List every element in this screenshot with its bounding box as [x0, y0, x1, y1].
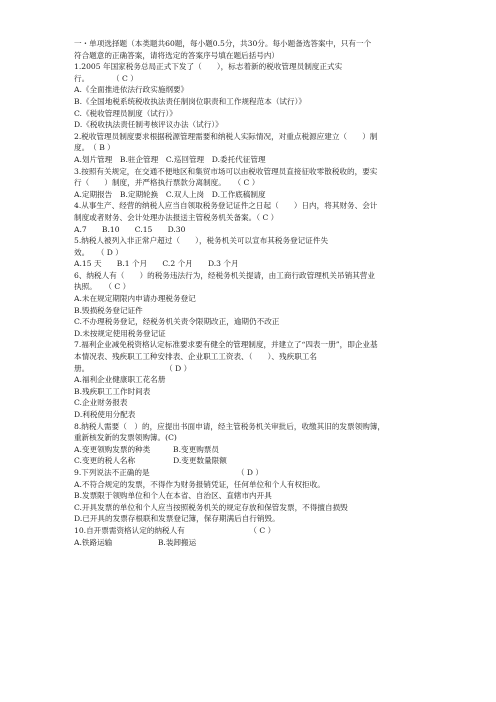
- option: C.不办理税务登记，经税务机关责令限期改正，逾期仍不改正: [74, 317, 280, 327]
- question-9: 9.下列说法不正确的是 （ D ）: [74, 467, 264, 477]
- question-5: 效。 （ D ）: [74, 247, 123, 257]
- question-6: 6、纳税人有（ ）的税务违法行为，经税务机关提请，由工商行政管理机关吊销其营业: [74, 270, 375, 280]
- question-2: 度。 （ B ）: [74, 143, 115, 153]
- question-8: 重新核发新的发票领购簿。(C): [74, 433, 177, 443]
- question-8: 8.纳税人需要（ ）的，应提出书面申请，经主管税务机关审批后，收缴其旧的发票领购簿，: [74, 421, 385, 431]
- option: D.未按规定使用税务登记证: [74, 328, 166, 338]
- option: A.定期报告 B.定期轮换 C.双人上岗 D.工作底稿制度: [74, 189, 266, 199]
- question-7: 册。 （ D ）: [74, 363, 192, 373]
- option: B.《全国地税系统税收执法责任制岗位职责和工作规程范本（试行）》: [74, 96, 307, 106]
- option: D.《税收执法责任制考核评议办法（试行）》: [74, 120, 223, 130]
- option: B.毁损税务登记证件: [74, 305, 143, 315]
- question-4: 4.从事生产、经营的纳税人应当自领取税务登记证件之日起（ ）日内，将其财务、会计: [74, 201, 378, 211]
- question-2: 2.税收管理员制度要求根据税源管理需要和纳税人实际情况，对重点税源应建立（ ）制: [74, 131, 378, 141]
- option: C.开具发票的单位和个人应当按照税务机关的规定存放和保管发票，不得擅自损毁: [74, 502, 348, 512]
- option: A.福利企业健康职工花名册: [74, 375, 166, 385]
- option: C.变更的税人名称 D.变更数量限额: [74, 456, 227, 466]
- question-5: 5.纳税人被列入非正常户超过（ ），税务机关可以宣布其税务登记证件失: [74, 236, 329, 246]
- option: C.《税收管理员制度（试行）》: [74, 108, 177, 118]
- option: A.划片管理 B.驻企管理 C.巡回管理 D.委托代征管理: [74, 154, 266, 164]
- option: B.发票限于领购单位和个人在本省、自治区、直辖市内开具: [74, 491, 272, 501]
- option: D.已开具的发票存根联和发票登记簿，保存期满后自行销毁。: [74, 514, 280, 524]
- option: A.未在规定期限内申请办理税务登记: [74, 294, 196, 304]
- option: B.残疾职工工作时间表: [74, 386, 151, 396]
- intro-line: 一・单项选择题（本类题共60题，每小题0.5分，共30分。每小题备选答案中，只有一个: [74, 39, 372, 48]
- option: A.不符合规定的发票，不得作为财务报销凭证，任何单位和个人有权拒收。: [74, 479, 325, 489]
- question-6: 执照。 （ C ）: [74, 282, 131, 292]
- question-3: 行（ ）制度，并严格执行票款分离制度。 （ C ）: [74, 178, 260, 188]
- option: D.利税使用分配表: [74, 410, 136, 419]
- question-7: 本情况表、残疾职工工种安排表、企业职工工资表、（ ）、残疾职工名: [74, 352, 317, 362]
- option: C.企业财务报表: [74, 398, 128, 408]
- option: A.《全面推进依法行政实施纲要》: [74, 85, 189, 95]
- question-10: 10.自开票需资格认定的纳税人有 （ C ）: [74, 525, 276, 535]
- option: A.铁路运输 B.装卸搬运: [74, 537, 197, 547]
- intro-line: 符合题意的正确答案，请将选定的答案序号填在题后括号内）: [74, 50, 280, 60]
- option: A.15 天 B.1 个月 C.2 个月 D.3 个月: [74, 259, 239, 269]
- option: A.7 B.10 C.15 D.30: [74, 224, 186, 234]
- question-7: 7.福利企业减免税资格认定标准要求要有健全的管理制度，并建立了“四表一册”，即企业基: [74, 340, 378, 350]
- option: A.变更领购发票的种类 B.变更购票员: [74, 444, 219, 454]
- question-4: 制度或者财务、会计处理办法报送主管税务机关备案。（ C ）: [74, 212, 279, 222]
- question-1: 1.2005 年国家税务总局正式下发了（ ），标志着新的税收管理员制度正式实: [74, 62, 343, 72]
- question-3: 3.按照有关规定，在交通不便地区和集贸市场可以由税收管理员直接征收零散税收的，要实: [74, 166, 378, 176]
- question-1: 行。 （ C ）: [74, 73, 138, 83]
